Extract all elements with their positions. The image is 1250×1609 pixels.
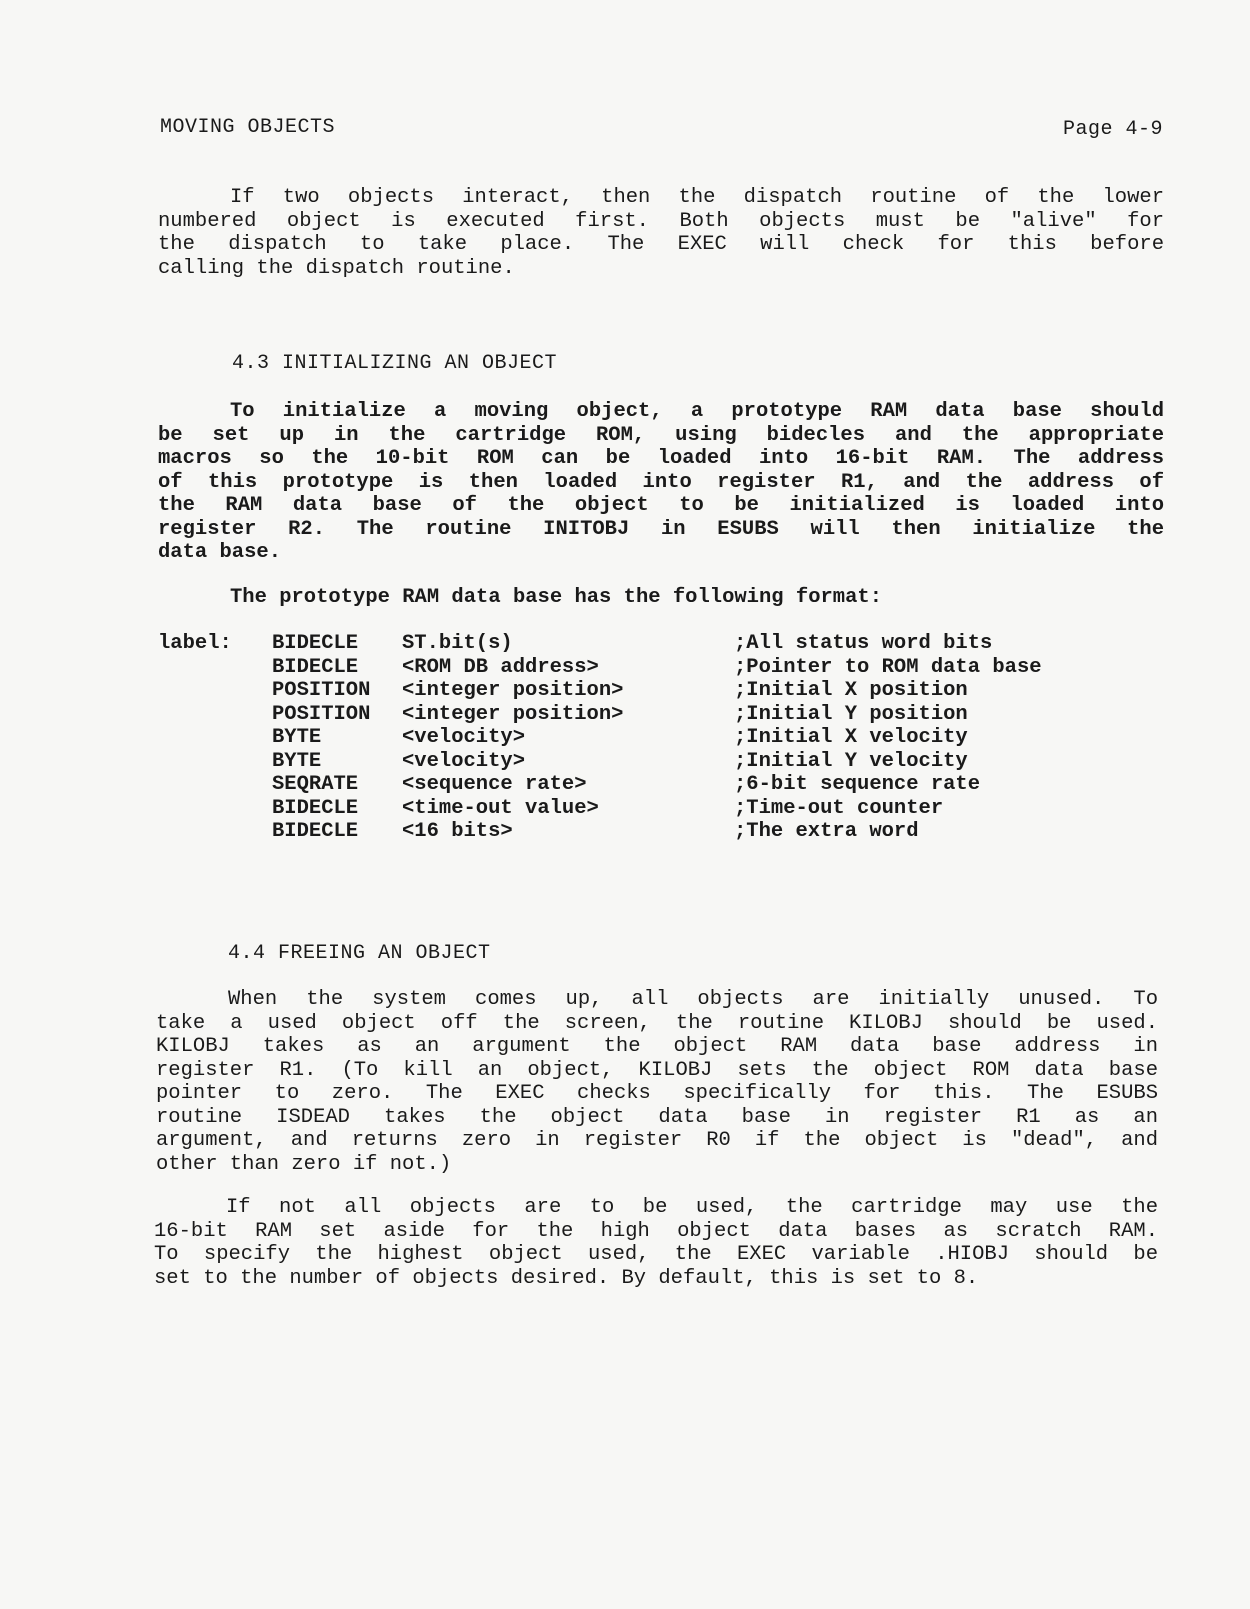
section-heading-4-4: 4.4 FREEING AN OBJECT <box>228 942 491 965</box>
format-row <box>158 726 1114 750</box>
format-row <box>158 797 1114 821</box>
format-directive: SEQRATE <box>272 773 359 796</box>
format-row <box>158 750 1114 774</box>
format-row <box>158 632 1114 656</box>
section-heading-4-3: 4.3 INITIALIZING AN OBJECT <box>232 352 558 375</box>
paragraph-initialize <box>158 400 1164 565</box>
format-comment: ;Pointer to ROM data base <box>734 655 1042 679</box>
text-line: pointer to zero. The EXEC checks specifically for this. The ESUBS <box>156 1082 1158 1105</box>
format-table <box>158 632 1114 844</box>
format-comment: ;Initial X position <box>734 679 968 702</box>
text-line: data base. <box>158 541 282 564</box>
text-line: of this prototype is then loaded into register R1, and the address of <box>158 470 1164 494</box>
paragraph-dispatch <box>158 186 1164 280</box>
format-label <box>158 679 272 703</box>
text-line: take a used object off the screen, the routine KILOBJ should be used. <box>156 1011 1158 1035</box>
format-directive: BIDECLE <box>272 632 359 655</box>
text-line: set to the number of objects desired. By default, this is set to 8. <box>154 1266 979 1290</box>
format-directive: BYTE <box>272 726 322 749</box>
format-comment: ;Time-out counter <box>734 796 944 820</box>
format-argument: <ROM DB address> <box>402 655 599 679</box>
format-row <box>158 820 1114 844</box>
text-line: calling the dispatch routine. <box>158 256 515 280</box>
format-row <box>158 656 1114 680</box>
text-line: the RAM data base of the object to be initialized is loaded into <box>158 494 1164 517</box>
text-line: routine ISDEAD takes the object data base in register R1 as an <box>156 1105 1158 1129</box>
format-argument: <time-out value> <box>402 796 599 820</box>
paragraph-freeing <box>156 988 1158 1176</box>
text-line: other than zero if not.) <box>156 1152 452 1176</box>
format-row <box>158 679 1114 703</box>
text-line: argument, and returns zero in register R0 if the object is "dead", and <box>156 1129 1158 1152</box>
format-comment: ;6-bit sequence rate <box>734 773 981 796</box>
format-label <box>158 750 272 774</box>
format-comment: ;Initial Y position <box>734 702 968 726</box>
format-directive: BIDECLE <box>272 796 359 820</box>
format-intro: The prototype RAM data base has the following format: <box>230 586 883 609</box>
format-label <box>158 656 272 680</box>
format-argument: <16 bits> <box>402 820 513 843</box>
text-line: be set up in the cartridge ROM, using bidecles and the appropriate <box>158 423 1164 447</box>
format-directive: BIDECLE <box>272 655 359 679</box>
text-line: register R2. The routine INITOBJ in ESUBS will then initialize the <box>158 517 1164 541</box>
format-label <box>158 703 272 727</box>
format-comment: ;Initial X velocity <box>734 726 968 749</box>
text-line: the dispatch to take place. The EXEC will check for this before <box>158 233 1164 256</box>
format-label <box>158 820 272 844</box>
format-label <box>158 773 272 797</box>
format-row <box>158 773 1114 797</box>
format-argument: ST.bit(s) <box>402 632 513 655</box>
running-header-title: MOVING OBJECTS <box>160 116 336 139</box>
format-row <box>158 703 1114 727</box>
format-label: label: <box>158 632 232 655</box>
text-line: If two objects interact, then the dispatch routine of the lower <box>230 186 1164 209</box>
text-line: KILOBJ takes as an argument the object RAM data base address in <box>156 1035 1158 1058</box>
format-directive: POSITION <box>272 679 371 702</box>
text-line: numbered object is executed first. Both objects must be "alive" for <box>158 209 1164 233</box>
format-argument: <velocity> <box>402 726 526 749</box>
text-line: When the system comes up, all objects are initially unused. To <box>228 988 1158 1011</box>
text-line: register R1. (To kill an object, KILOBJ sets the object ROM data base <box>156 1058 1158 1082</box>
text-line: To specify the highest object used, the EXEC variable .HIOBJ should be <box>154 1243 1158 1266</box>
format-comment: ;All status word bits <box>734 632 993 655</box>
format-directive: BYTE <box>272 749 322 773</box>
format-argument: <sequence rate> <box>402 773 587 796</box>
text-line: macros so the 10-bit ROM can be loaded into 16-bit RAM. The address <box>158 447 1164 470</box>
format-argument: <integer position> <box>402 702 624 726</box>
paragraph-scratch-ram <box>154 1196 1158 1290</box>
format-argument: <integer position> <box>402 679 624 702</box>
format-argument: <velocity> <box>402 749 526 773</box>
format-label <box>158 726 272 750</box>
format-comment: ;Initial Y velocity <box>734 749 968 773</box>
format-directive: POSITION <box>272 702 371 726</box>
format-comment: ;The extra word <box>734 820 919 843</box>
text-line: 16-bit RAM set aside for the high object data bases as scratch RAM. <box>154 1219 1158 1243</box>
format-directive: BIDECLE <box>272 820 359 843</box>
text-line: To initialize a moving object, a prototype RAM data base should <box>230 400 1164 423</box>
text-line: If not all objects are to be used, the cartridge may use the <box>226 1196 1158 1219</box>
page-number: Page 4-9 <box>1062 118 1163 141</box>
format-label <box>158 797 272 821</box>
